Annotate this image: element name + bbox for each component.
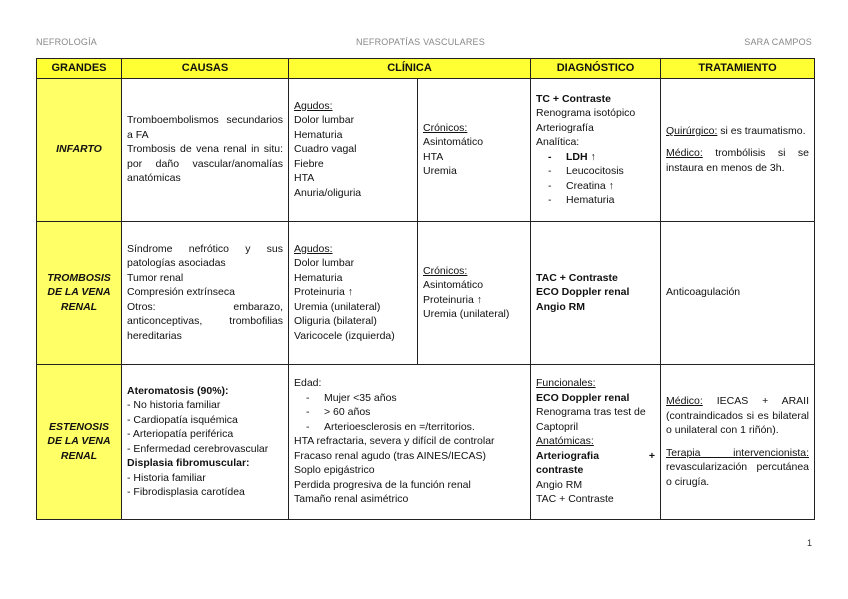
table-row (37, 78, 815, 221)
list-item: Proteinuria ↑ (423, 293, 482, 306)
diag-bold: ECO Doppler renal (536, 391, 630, 404)
list-item: Proteinuria ↑ (294, 286, 353, 299)
table-row (37, 364, 815, 519)
list-item: Hematuria (294, 271, 343, 284)
col-header-clinica: CLÍNICA (289, 59, 531, 79)
cronicos-title: Crónicos: (423, 121, 468, 134)
list-item: Dolor lumbar (294, 114, 355, 127)
diag-bold: Angio RM (536, 300, 586, 313)
list-item: Uremia (423, 165, 457, 177)
row-header-trombosis: TROMBOSIS DE LA VENA RENAL (37, 221, 122, 364)
list-item: - No historia familiar (127, 399, 221, 411)
clinica-agudos-cell (289, 221, 418, 364)
list-item: Fiebre (294, 157, 324, 170)
list-item: - Hematuria (566, 193, 655, 208)
trat-label: Médico: (666, 147, 703, 160)
list-item: Fracaso renal agudo (tras AINES/IECAS) (294, 449, 486, 462)
diagnostico-cell (531, 221, 661, 364)
causa-item: Tromboembolismos secundarios a FA (127, 114, 283, 141)
list-item: Soplo epigástrico (294, 464, 375, 477)
header-topic: NEFROPATÍAS VASCULARES (356, 37, 485, 47)
list-item: - Historia familiar (127, 471, 206, 484)
cronicos-title: Crónicos: (423, 264, 468, 277)
list-item: - LDH ↑ (566, 150, 655, 165)
header-author: SARA CAMPOS (744, 37, 812, 47)
causa-item: Compresión extrínseca (127, 286, 235, 299)
causas-cell (122, 78, 289, 221)
list-item: Arteriografía (536, 121, 594, 134)
list-item: Renograma isotópico (536, 107, 636, 119)
diag-subtitle: Funcionales: (536, 377, 596, 390)
diagnostico-cell (531, 78, 661, 221)
list-item: HTA (294, 172, 315, 185)
list-item: - Enfermedad cerebrovascular (127, 442, 269, 455)
clinica-cronicos-cell (418, 78, 531, 221)
edad-title: Edad: (294, 377, 322, 390)
diag-bold: ECO Doppler renal (536, 286, 630, 299)
trat-label: Terapia intervencionista: (666, 446, 810, 459)
causa-item: Trombosis de vena renal in situ: por daño vascular/anomalías anatómicas (127, 143, 283, 185)
row-header-infarto: INFARTO (37, 78, 122, 221)
list-item: Oliguria (bilateral) (294, 315, 377, 328)
trat-text: IECAS + ARAII (contraindicados si es bilateral o unilateral con 1 riñón). (666, 395, 810, 436)
list-item: Analítica: (536, 136, 580, 148)
trat-text: Anticoagulación (666, 286, 741, 299)
list-item: Cuadro vagal (294, 143, 357, 156)
clinica-cronicos-cell (418, 221, 531, 364)
list-item: - Arterioesclerosis en =/territorios. (324, 420, 525, 435)
analitica-list (536, 150, 655, 208)
causas-cell (122, 221, 289, 364)
tratamiento-cell (661, 78, 815, 221)
list-item: - > 60 años (324, 405, 525, 420)
tratamiento-cell (661, 364, 815, 519)
page-number: 1 (806, 538, 812, 548)
list-item: Asintomático (423, 136, 484, 148)
diag-bold: Arteriografia + contraste (536, 449, 656, 477)
table-header-row (37, 59, 815, 79)
list-item: - Arteriopatía periférica (127, 428, 234, 440)
col-header-grandes: GRANDES (37, 59, 122, 79)
trat-text: revascularización percutánea o cirugía. (666, 461, 810, 488)
list-item: HTA refractaria, severa y difícil de controlar (294, 435, 495, 448)
list-item: HTA (423, 150, 444, 163)
list-item: Renograma tras test de Captopril (536, 406, 646, 433)
edad-list (294, 391, 525, 435)
table-row (37, 221, 815, 364)
diag-subtitle: Anatómicas: (536, 435, 594, 448)
causas-cell (122, 364, 289, 519)
trat-text: si es traumatismo. (717, 124, 806, 137)
causa-item: Síndrome nefrótico y sus patologías asociadas (127, 242, 283, 270)
causa-item: Tumor renal (127, 271, 184, 284)
list-item: Dolor lumbar (294, 257, 355, 270)
list-item: Asintomático (423, 279, 484, 291)
trat-label: Quirúrgico: (666, 124, 718, 137)
agudos-title: Agudos: (294, 99, 333, 112)
list-item: Tamaño renal asimétrico (294, 493, 409, 506)
list-item: Perdida progresiva de la función renal (294, 478, 471, 491)
list-item: - Cardiopatía isquémica (127, 413, 238, 426)
col-header-tratamiento: TRATAMIENTO (661, 59, 815, 79)
diag-bold: TAC + Contraste (536, 271, 618, 284)
causa-title: Displasia fibromuscular: (127, 457, 250, 469)
list-item: Varicocele (izquierda) (294, 329, 395, 342)
list-item: Uremia (unilateral) (294, 300, 381, 313)
trat-text: trombólisis si se instaura en menos de 3h. (666, 147, 810, 174)
causa-title: Ateromatosis (90%): (127, 384, 229, 397)
agudos-title: Agudos: (294, 242, 333, 255)
list-item: - Mujer <35 años (324, 391, 525, 406)
diag-bold: TC + Contraste (536, 92, 611, 105)
list-item: Uremia (unilateral) (423, 308, 510, 320)
diagnostico-cell (531, 364, 661, 519)
list-item: Hematuria (294, 128, 343, 141)
trat-label: Médico: (666, 395, 703, 407)
tratamiento-cell (661, 221, 815, 364)
header-subject: NEFROLOGÍA (36, 37, 98, 47)
list-item: - Creatina ↑ (566, 179, 655, 194)
list-item: - Fibrodisplasia carotídea (127, 486, 245, 498)
col-header-causas: CAUSAS (122, 59, 289, 79)
summary-table (36, 58, 815, 520)
list-item: Angio RM (536, 478, 583, 491)
list-item: Anuria/oliguria (294, 186, 362, 199)
col-header-diagnostico: DIAGNÓSTICO (531, 59, 661, 79)
clinica-cell (289, 364, 531, 519)
clinica-agudos-cell (289, 78, 418, 221)
list-item: TAC + Contraste (536, 493, 614, 506)
list-item: - Leucocitosis (566, 164, 655, 179)
causa-item: Otros: embarazo, anticonceptivas, trombofilias hereditarias (127, 300, 283, 342)
row-header-estenosis: ESTENOSIS DE LA VENA RENAL (37, 364, 122, 519)
